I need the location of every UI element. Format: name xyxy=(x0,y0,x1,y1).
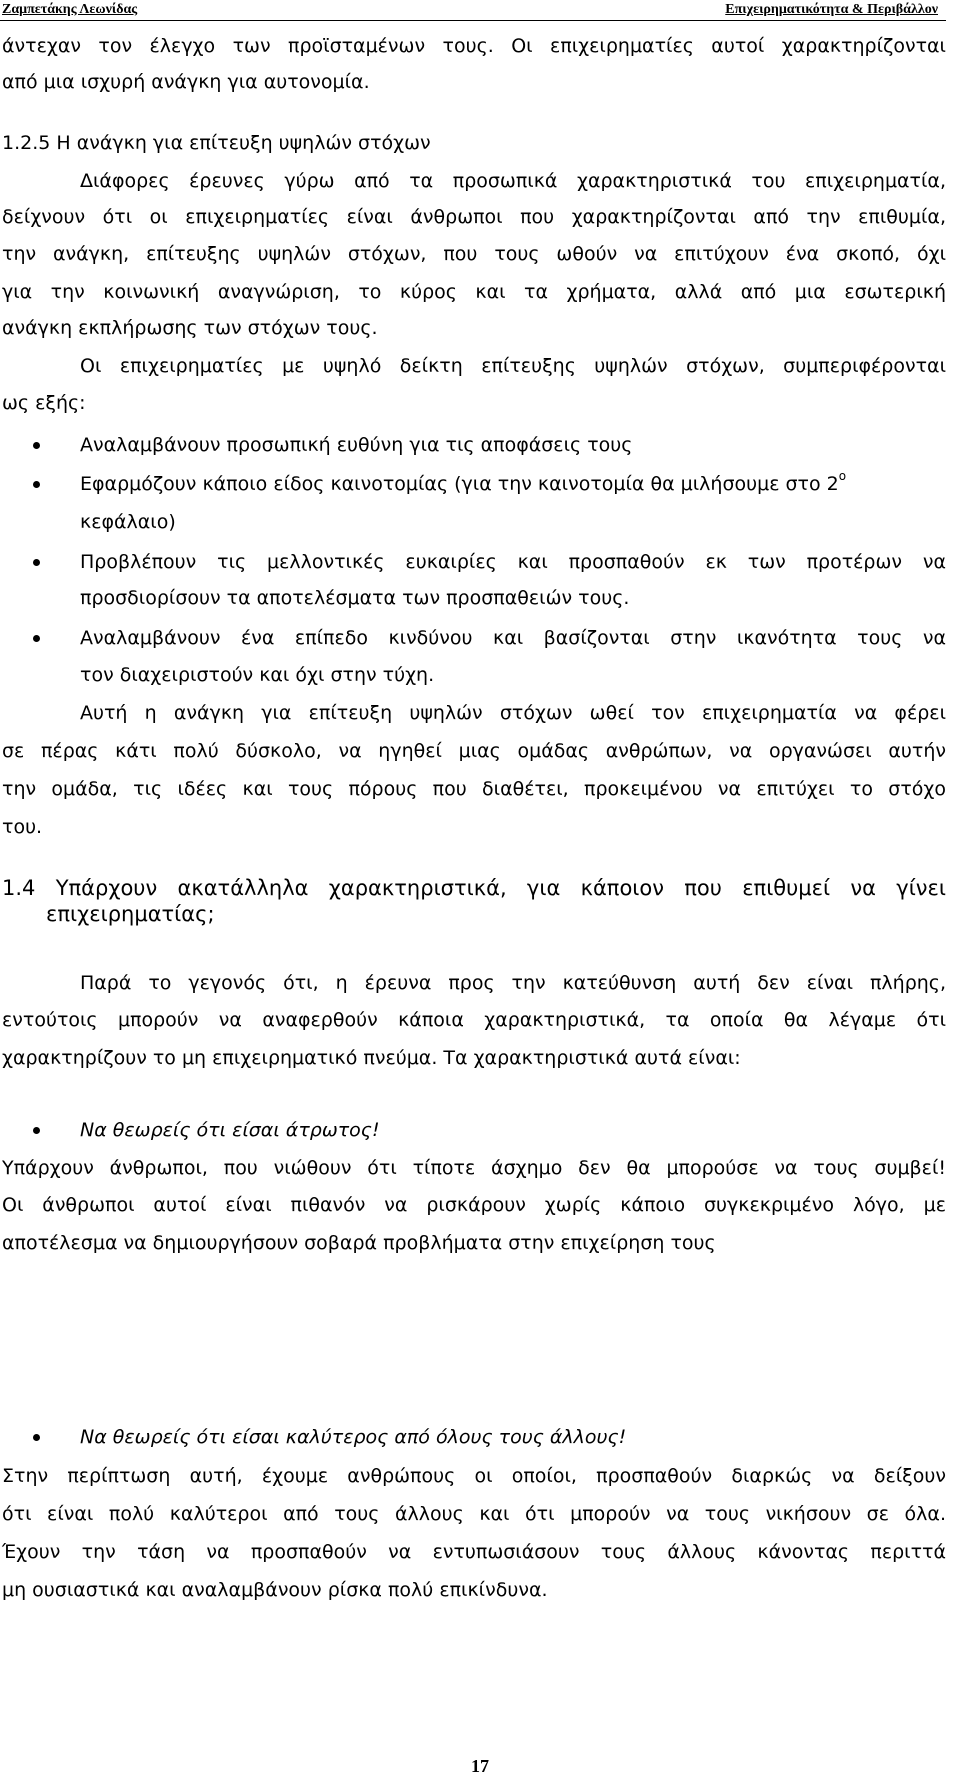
body-line: σε πέρας κάτι πολύ δύσκολο, να ηγηθεί μιας ομάδας ανθρώπων, να οργανώσει αυτήν xyxy=(2,740,946,762)
italic-list-item: Να θεωρείς ότι είσαι καλύτερος από όλους τους άλλους! xyxy=(80,1426,627,1448)
bullet-dot-icon xyxy=(33,1127,40,1134)
list-item-continuation: τον διαχειριστούν και όχι στην τύχη. xyxy=(80,664,435,686)
body-line: Παρά το γεγονός ότι, η έρευνα προς την κατεύθυνση αυτή δεν είναι πλήρης, xyxy=(80,972,946,994)
bullet-dot-icon xyxy=(33,442,40,449)
header-rule xyxy=(0,20,946,21)
body-line: αποτέλεσμα να δημιουργήσουν σοβαρά προβλήματα στην επιχείρηση τους xyxy=(2,1232,716,1254)
list-item-text: Εφαρμόζουν κάποιο είδος καινοτομίας (για την καινοτομία θα μιλήσουμε στο 2 xyxy=(80,473,839,495)
section-heading-1-4: 1.4 Υπάρχουν ακατάλληλα χαρακτηριστικά, για κάποιον που επιθυμεί να γίνει xyxy=(2,876,946,900)
bullet-dot-icon xyxy=(33,559,40,566)
body-line: Αυτή η ανάγκη για επίτευξη υψηλών στόχων ωθεί τον επιχειρηματία να φέρει xyxy=(80,702,946,724)
superscript: ο xyxy=(838,469,847,483)
section-heading-1-4-continuation: επιχειρηματίας; xyxy=(46,902,215,926)
list-item: Προβλέπουν τις μελλοντικές ευκαιρίες και προσπαθούν εκ των προτέρων να xyxy=(80,551,946,573)
body-line: από μια ισχυρή ανάγκη για αυτονομία. xyxy=(2,71,370,93)
body-line: ως εξής: xyxy=(2,392,86,414)
header-author: Ζαμπετάκης Λεωνίδας xyxy=(2,2,138,17)
body-line: μη ουσιαστικά και αναλαμβάνουν ρίσκα πολύ επικίνδυνα. xyxy=(2,1579,548,1601)
list-item: Αναλαμβάνουν ένα επίπεδο κινδύνου και βασίζονται στην ικανότητα τους να xyxy=(80,627,946,649)
body-line: Οι επιχειρηματίες με υψηλό δείκτη επίτευξης υψηλών στόχων, συμπεριφέρονται xyxy=(80,355,946,377)
body-line: την ανάγκη, επίτευξης υψηλών στόχων, που τους ωθούν να επιτύχουν ένα σκοπό, όχι xyxy=(2,243,946,265)
running-header xyxy=(0,0,946,22)
body-line: την ομάδα, τις ιδέες και τους πόρους που διαθέτει, προκειμένου να επιτύχει το στόχο xyxy=(2,778,946,800)
bullet-dot-icon xyxy=(33,635,40,642)
section-heading-1-2-5: 1.2.5 Η ανάγκη για επίτευξη υψηλών στόχων xyxy=(2,132,431,154)
body-line: ανάγκη εκπλήρωσης των στόχων τους. xyxy=(2,317,378,339)
body-line: Στην περίπτωση αυτή, έχουμε ανθρώπους οι οποίοι, προσπαθούν διαρκώς να δείξουν xyxy=(2,1465,946,1487)
body-line: Υπάρχουν άνθρωποι, που νιώθουν ότι τίποτε άσχημο δεν θα μπορούσε να τους συμβεί! xyxy=(2,1157,946,1179)
bullet-dot-icon xyxy=(33,1434,40,1441)
italic-list-item: Να θεωρείς ότι είσαι άτρωτος! xyxy=(80,1119,380,1141)
body-line: Διάφορες έρευνες γύρω από τα προσωπικά χαρακτηριστικά του επιχειρηματία, xyxy=(80,170,946,192)
body-line: Οι άνθρωποι αυτοί είναι πιθανόν να ρισκάρουν χωρίς κάποιο συγκεκριμένο λόγο, με xyxy=(2,1194,946,1216)
body-line: του. xyxy=(2,816,43,838)
header-title: Επιχειρηματικότητα & Περιβάλλον xyxy=(725,2,938,17)
list-item-continuation: προσδιορίσουν τα αποτελέσματα των προσπαθειών τους. xyxy=(80,587,630,609)
body-line: για την κοινωνική αναγνώριση, το κύρος και τα χρήματα, αλλά από μια εσωτερική xyxy=(2,281,946,303)
body-line: δείχνουν ότι οι επιχειρηματίες είναι άνθρωποι που χαρακτηρίζονται από την επιθυμία, xyxy=(2,206,946,228)
list-item-continuation: κεφάλαιο) xyxy=(80,511,176,533)
body-line: άντεχαν τον έλεγχο των προϊσταμένων τους. Οι επιχειρηματίες αυτοί χαρακτηρίζονται xyxy=(2,35,946,57)
body-line: εντούτοις μπορούν να αναφερθούν κάποια χαρακτηριστικά, τα οποία θα λέγαμε ότι xyxy=(2,1009,946,1031)
body-line: χαρακτηρίζουν το μη επιχειρηματικό πνεύμα. Τα χαρακτηριστικά αυτά είναι: xyxy=(2,1047,741,1069)
bullet-dot-icon xyxy=(33,481,40,488)
body-line: Έχουν την τάση να προσπαθούν να εντυπωσιάσουν τους άλλους κάνοντας περιττά xyxy=(2,1541,946,1563)
body-line: ότι είναι πολύ καλύτεροι από τους άλλους και ότι μπορούν να τους νικήσουν σε όλα. xyxy=(2,1503,946,1525)
list-item xyxy=(80,469,847,496)
list-item: Αναλαμβάνουν προσωπική ευθύνη για τις αποφάσεις τους xyxy=(80,434,633,456)
page-number: 17 xyxy=(471,1756,489,1776)
